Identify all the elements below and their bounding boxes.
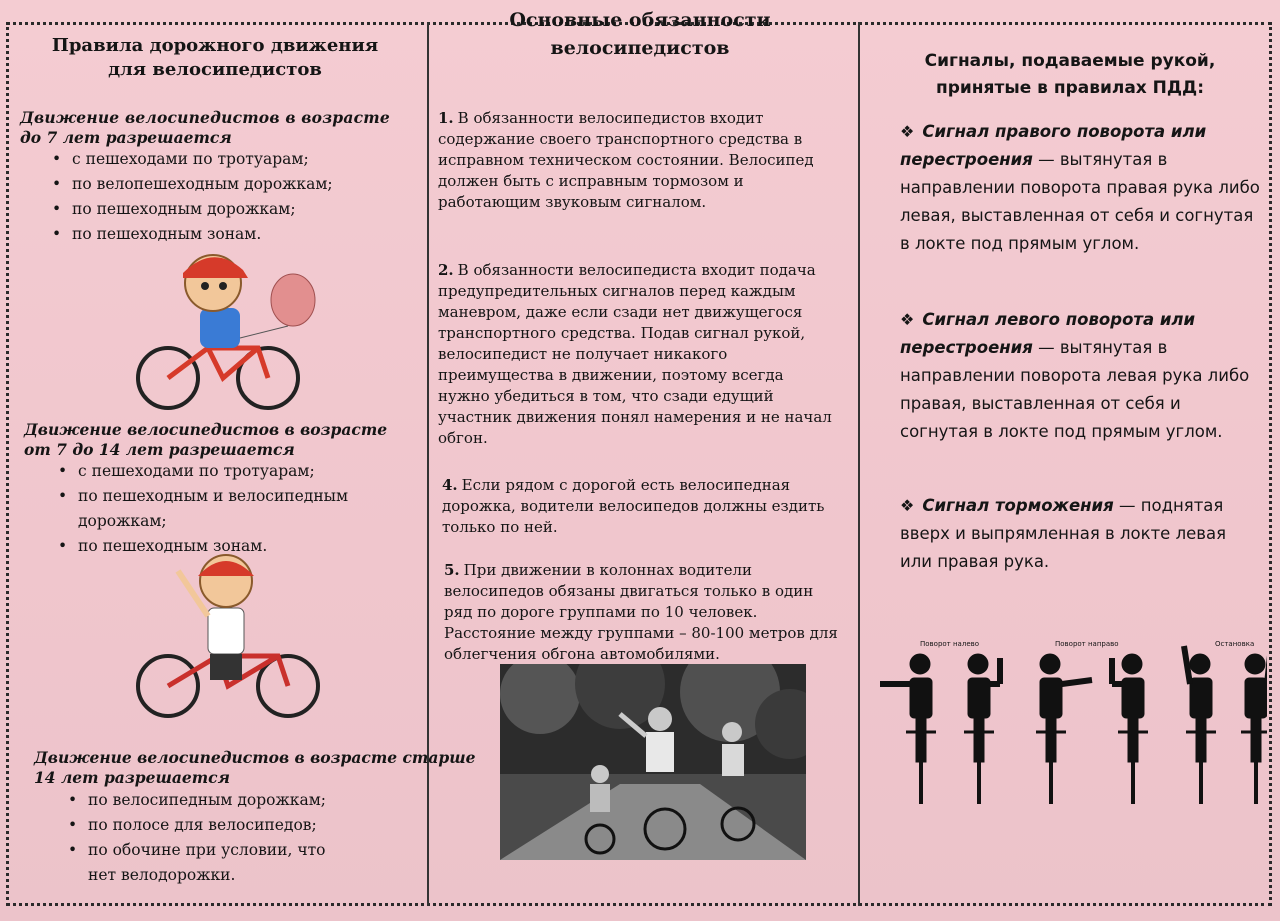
duty-rule-4: 4. Если рядом с дорогой есть велосипедная дорожка, водители велосипедов должны ездить только по ней. <box>442 476 825 536</box>
diamond-bullet-icon: ❖ <box>900 496 915 515</box>
list-item: • по полосе для велосипедов; <box>60 813 350 838</box>
duty-rule-5: 5. При движении в колоннах водители велосипедов обязаны двигаться только в один ряд по дороге группами по 10 человек. Расстояние между группами – 80-100 метров для облегчения обгона автомобилями. <box>444 561 838 663</box>
col1-title: Правила дорожного движения для велосипедистов <box>51 35 379 80</box>
col3-title: Сигналы, подаваемые рукой, принятые в правилах ПДД: <box>924 51 1216 98</box>
hand-signal-figures <box>872 632 1267 817</box>
list-item: • по пешеходным дорожкам; <box>44 197 404 222</box>
list-item: • по пешеходным зонам. <box>50 534 380 559</box>
age-group-3-list <box>60 788 350 888</box>
col2-title: Основные обязанности велосипедистов <box>509 9 771 59</box>
column-divider-2 <box>858 22 860 906</box>
family-cycling-photo <box>500 664 806 860</box>
duty-rule-1: 1. В обязанности велосипедистов входит содержание своего транспортного средства в исправном техническом состоянии. Велосипед должен быть с исправным тормозом и работающим звуковым сигналом. <box>438 109 814 211</box>
child-bicycle-balloon-illustration <box>128 238 328 413</box>
figure-label-left: Поворот налево <box>920 640 980 648</box>
diamond-bullet-icon: ❖ <box>900 310 915 329</box>
list-item: • с пешеходами по тротуарам; <box>50 459 380 484</box>
age-group-3-label: Движение велосипедистов в возрасте старше 14 лет разрешается <box>34 748 476 787</box>
signal-braking: ❖ Сигнал торможения — поднятая вверх и выпрямленная в локте левая или правая рука. <box>900 496 1227 571</box>
list-item: • с пешеходами по тротуарам; <box>44 147 404 172</box>
signal-left-turn: ❖ Сигнал левого поворота или перестроения — вытянутая в направлении поворота левая рука либо правая, выставленная от себя и согнутая в локте под прямым углом. <box>900 310 1250 441</box>
age-group-1-label: Движение велосипедистов в возрасте до 7 лет разрешается <box>20 108 390 147</box>
age-group-2-label: Движение велосипедистов в возрасте от 7 до 14 лет разрешается <box>24 420 388 459</box>
age-group-2-list <box>50 459 380 559</box>
duty-rule-2: 2. В обязанности велосипедиста входит подача предупредительных сигналов перед каждым маневром, даже если сзади нет движущегося транспортного средства. Подав сигнал рукой, велосипедист не получает никакого преимущества в движении, поэтому всегда нужно убедиться в том, что сзади едущий участник движения понял намерения и не начал обгон. <box>438 261 832 447</box>
diamond-bullet-icon: ❖ <box>900 122 915 141</box>
child-helmet-bicycle-illustration <box>128 546 328 736</box>
list-item: • по велосипедным дорожкам; <box>60 788 350 813</box>
list-item: • по пешеходным зонам. <box>44 222 404 247</box>
list-item: • по пешеходным и велосипедным дорожкам; <box>50 484 380 534</box>
figure-label-right: Поворот направо <box>1055 640 1119 648</box>
figure-label-stop: Остановка <box>1215 640 1255 648</box>
list-item: • по обочине при условии, что нет велодорожки. <box>60 838 350 888</box>
list-item: • по велопешеходным дорожкам; <box>44 172 404 197</box>
age-group-1-list <box>44 147 404 247</box>
signal-right-turn: ❖ Сигнал правого поворота или перестроения — вытянутая в направлении поворота правая рука либо левая, выставленная от себя и согнутая в локте под прямым углом. <box>900 122 1260 253</box>
